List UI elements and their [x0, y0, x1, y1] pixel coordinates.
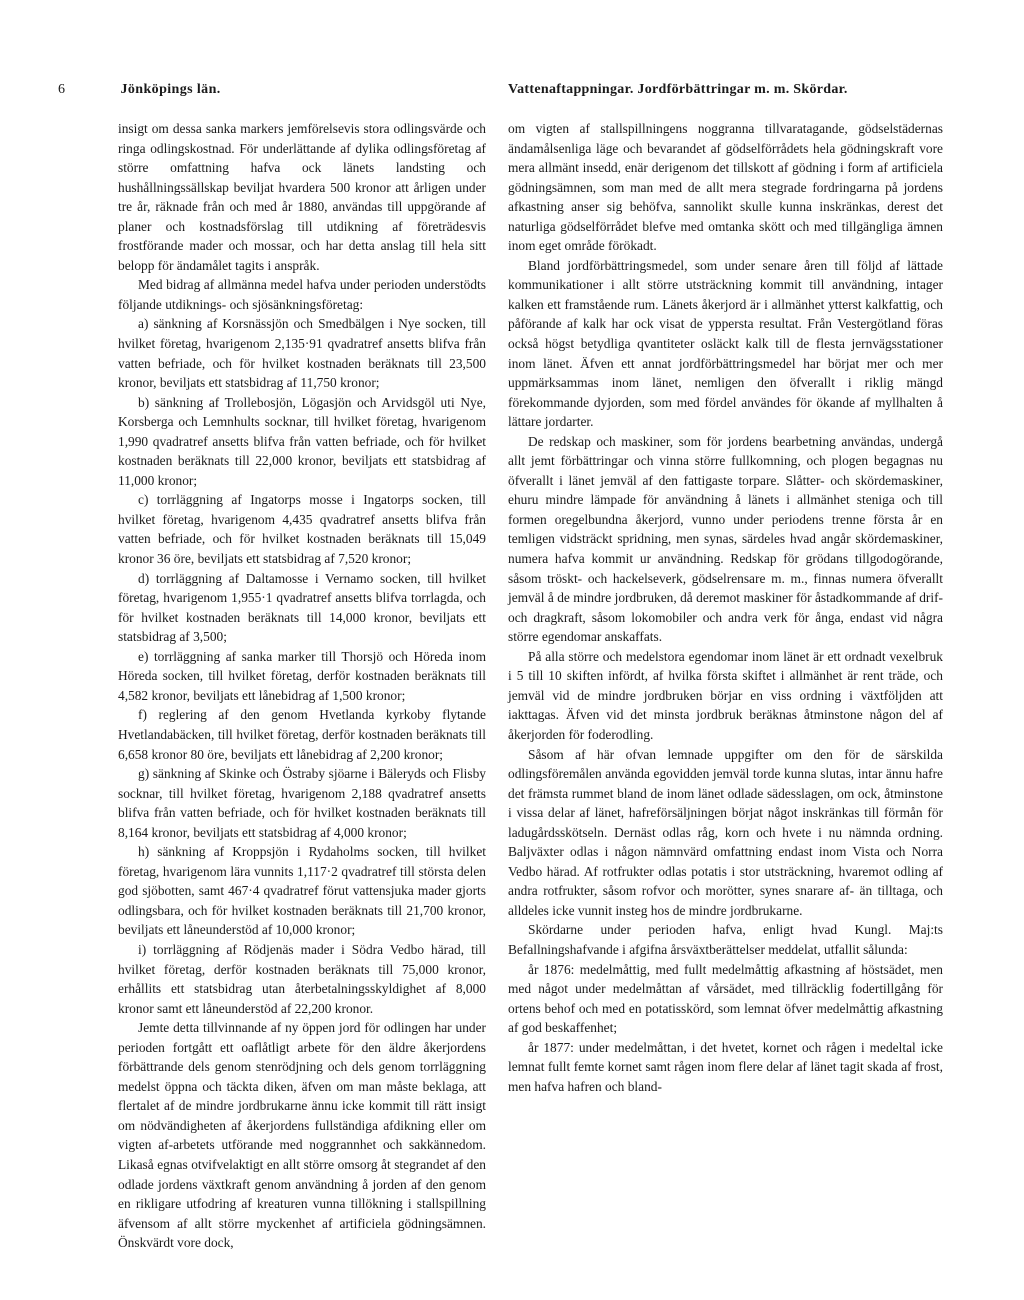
list-item: d) torrläggning af Daltamosse i Vernamo socken, till hvilket företag, hvarigenom 1,955·1 qvadratref ansetts blifva torrlagda, och för hvilket kostnaden beräknats till 14,000 kronor, beviljats ett statsbidrag af 3,500;	[118, 570, 486, 645]
paragraph: De redskap och maskiner, som för jordens bearbetning användas, undergå allt jemt förbättringar och vinna större fullkomning, och plogen begagnas nu öfverallt i länet jemväl af den fattigaste torpare. Slåtter- och skördemaskiner, ehuru mindre lämpade för användning å länets i allmänhet steniga och till formen oregelbundna åkerjord, vunno under periodens trenne första år en temligen vidsträckt spridning, men synas, särdeles hvad angår skördemaskiner, numera hafva kommit ur användning. Redskap för grödans tillgodogörande, såsom tröskt- och hackelseverk, gödselrensare m. m., finnas numera öfverallt jemväl å de mindre jordbruken, då deremot maskiner för åstadkommande af drif- och dragkraft, såsom lokomobiler och andra verk för ånga, endast vid några större egendomar anskaffats.	[508, 433, 943, 645]
paragraph: insigt om dessa sanka markers jemförelsevis stora odlingsvärde och ringa odlingskostnad. För underlättande af dylika odlingsföretag af större omfattning hafva ock länets landsting och hushållningssällskap beviljat hvardera 500 kronor att årligen under tre år, räknade från och med år 1880, användas till uppgörande af planer och kostnadsförslag till utdikning af företrädesvis frostförande mader och mossar, och har detta anslag till hela sitt belopp för ändamålet tagits i anspråk.	[118, 121, 486, 273]
list-item: e) torrläggning af sanka marker till Thorsjö och Höreda inom Höreda socken, till hvilket företag, derför kostnaden beräknats till 4,582 kronor, beviljats ett lånebidrag af 1,500 kronor;	[118, 648, 486, 703]
page-header-left	[58, 82, 221, 98]
running-title-right: Vattenaftappningar. Jordförbättringar m. m. Skördar.	[508, 82, 848, 97]
list-item: a) sänkning af Korsnässjön och Smedbälgen i Nye socken, till hvilket företag, hvarigenom 2,135·91 qvadratref ansetts blifva från vatten befriade, och för hvilket kostnaden beräknats till 23,500 kronor, beviljats ett statsbidrag af 11,750 kronor;	[118, 316, 486, 391]
running-title-left: Jönköpings län.	[120, 82, 221, 97]
list-item: c) torrläggning af Ingatorps mosse i Ingatorps socken, till hvilket företag, hvarigenom 4,435 qvadratref ansetts blifva från vatten befriade, och för hvilket kostnaden beräknats till 15,049 kronor 36 öre, beviljats ett statsbidrag af 7,520 kronor;	[118, 492, 486, 567]
paragraph: På alla större och medelstora egendomar inom länet är ett ordnadt vexelbruk i 5 till 10 skiften infördt, af hvilka första skiftet i allmänhet är rent träde, och jemväl vid de mindre jordbruken börjar en viss ordning i växtföljden att iakttagas. Äfven vid det minsta jordbruk beräknas åtminstone någon del af åkerjorden för foderodling.	[508, 648, 943, 742]
paragraph: år 1877: under medelmåttan, i det hvetet, kornet och rågen i medeltal icke lemnat fullt femte kornet samt rågen inom flere delar af länet tagit skada af frost, men hafva hafren och bland-	[508, 1039, 943, 1094]
page-number: 6	[58, 82, 65, 97]
paragraph: Såsom af här ofvan lemnade uppgifter om den för de särskilda odlingsföremålen använda egovidden jemväl torde kunna slutas, intar ännu hafre det främsta rummet bland de inom länet odlade sädesslagen, om ock, åtminstone i vissa delar af länet, hafreförsäljningen börjat något inskränkas till förmån för ladugårdsskötseln. Dernäst odlas råg, korn och hvete i nu nämnda ordning. Baljväxter odlas i någon nämnvärd omfattning endast inom Vista och Norra Vedbo härad. Af rotfrukter odlas potatis i stor utsträckning, hvaremot odling af andra rotfrukter, såsom rofvor och morötter, synes snarare af- än tilltaga, och alldeles icke vunnit insteg hos de mindre jordbrukarne.	[508, 746, 943, 918]
list-item: f) reglering af den genom Hvetlanda kyrkoby flytande Hvetlandabäcken, till hvilket företag, derför kostnaden beräknats till 6,658 kronor 80 öre, beviljats ett lånebidrag af 2,200 kronor;	[118, 707, 486, 762]
list-item: g) sänkning af Skinke och Östraby sjöarne i Bäleryds och Flisby socknar, till hvilket företag, hvarigenom 2,188 qvadratref ansetts blifva från vatten befriade, och för hvilket kostnaden beräknats till 8,164 kronor, beviljats ett statsbidrag af 4,000 kronor;	[118, 766, 486, 840]
list-item: b) sänkning af Trollebosjön, Lögasjön och Arvidsgöl uti Nye, Korsberga och Lemnhults socknar, till hvilket företag, hvarigenom 1,990 qvadratref ansetts blifva från vatten befriade, och för hvilket kostnaden beräknats till 22,000 kronor, beviljats ett statsbidrag af 11,000 kronor;	[118, 394, 486, 488]
paragraph: Bland jordförbättringsmedel, som under senare åren till följd af lättade kommunikationer i allt större utsträckning kommit till användning, intager kalken ett framstående rum. Länets åkerjord är i allmänhet ytterst kalkfattig, och påförande af kalk har ock visat de yppersta resultat. Från Vestergötland föras också högst betydliga qvantiteter osläckt kalk till de flesta jernvägsstationer inom länet. Äfven ett annat jordförbättringsmedel har börjat mer och mer uppmärksammas inom länet, nemligen den öfverallt i riklig mängd förekommande dyjorden, som med fördel användes för ökande af myllhalten å lättare jordarter.	[508, 257, 943, 430]
list-item: h) sänkning af Kroppsjön i Rydaholms socken, till hvilket företag, hvarigenom lära vunnits 1,117·2 qvadratref till största delen god sjöbotten, samt 467·4 qvadratref förut vattensjuka mader gjorts odlingsbara, och för hvilket kostnaden beräknats till 21,700 kronor, beviljats ett låneunderstöd af 10,000 kronor;	[118, 844, 486, 938]
list-item: i) torrläggning af Rödjenäs mader i Södra Vedbo härad, till hvilket företag, derför kostnaden beräknats till 75,000 kronor, erhållits ett statsbidrag utan återbetalningsskyldighet af 8,000 kronor samt ett låneunderstöd af 22,200 kronor.	[118, 941, 486, 1016]
paragraph: Skördarne under perioden hafva, enligt hvad Kungl. Maj:ts Befallningshafvande i afgifna årsväxtberättelser meddelat, utfallit sålunda:	[508, 922, 943, 957]
right-column	[508, 119, 943, 1096]
left-column	[118, 119, 486, 1253]
paragraph: Med bidrag af allmänna medel hafva under perioden understödts följande utdiknings- och sjösänkningsföretag:	[118, 277, 486, 312]
paragraph: om vigten af stallspillningens noggranna tillvaratagande, gödselstädernas ändamålsenliga läge och bevarandet af gödselförrådets hela gödningskraft vore mera allmänt insedd, enär derigenom det tillskott af gödning i form af artificiela gödningsämnen, som man med de allt mera stegrade fordringarna på jordens afkastning anser sig behöfva, sannolikt skulle kunna inskränkas, derest det naturliga gödselförrådet blefve med omtanka skött och med tillgängliga ämnen inom eget område förökadt.	[508, 121, 943, 254]
paragraph: Jemte detta tillvinnande af ny öppen jord för odlingen har under perioden fortgått ett oaflåtligt arbete för den äldre åkerjordens förbättrande dels genom stenrödjning och dels genom torrläggning medelst öppna och täckta diken, äfven om man måste beklaga, att flertalet af de mindre jordbrukarne ännu icke kommit till rätt insigt om nödvändigheten af åkerjordens fullständiga afdikning eller om vigten af-arbetets utförande med noggrannhet och sakkännedom. Likaså egnas otvifvelaktigt en allt större omsorg åt stegrandet af den odlade jordens växtkraft genom användning å jorden af den genom en rikligare utfodring af kreaturen vunna tillökning i stallspillning äfvensom af allt större myckenhet af artificiela gödningsämnen. Önskvärdt vore dock,	[118, 1020, 486, 1251]
paragraph: år 1876: medelmåttig, med fullt medelmåttig afkastning af höstsädet, men med något under medelmåttan af vårsädet, med tillräcklig fodertillgång för ortens behof och med en potatisskörd, som lemnat öfver medelmåttig afkastning af god beskaffenhet;	[508, 961, 943, 1036]
